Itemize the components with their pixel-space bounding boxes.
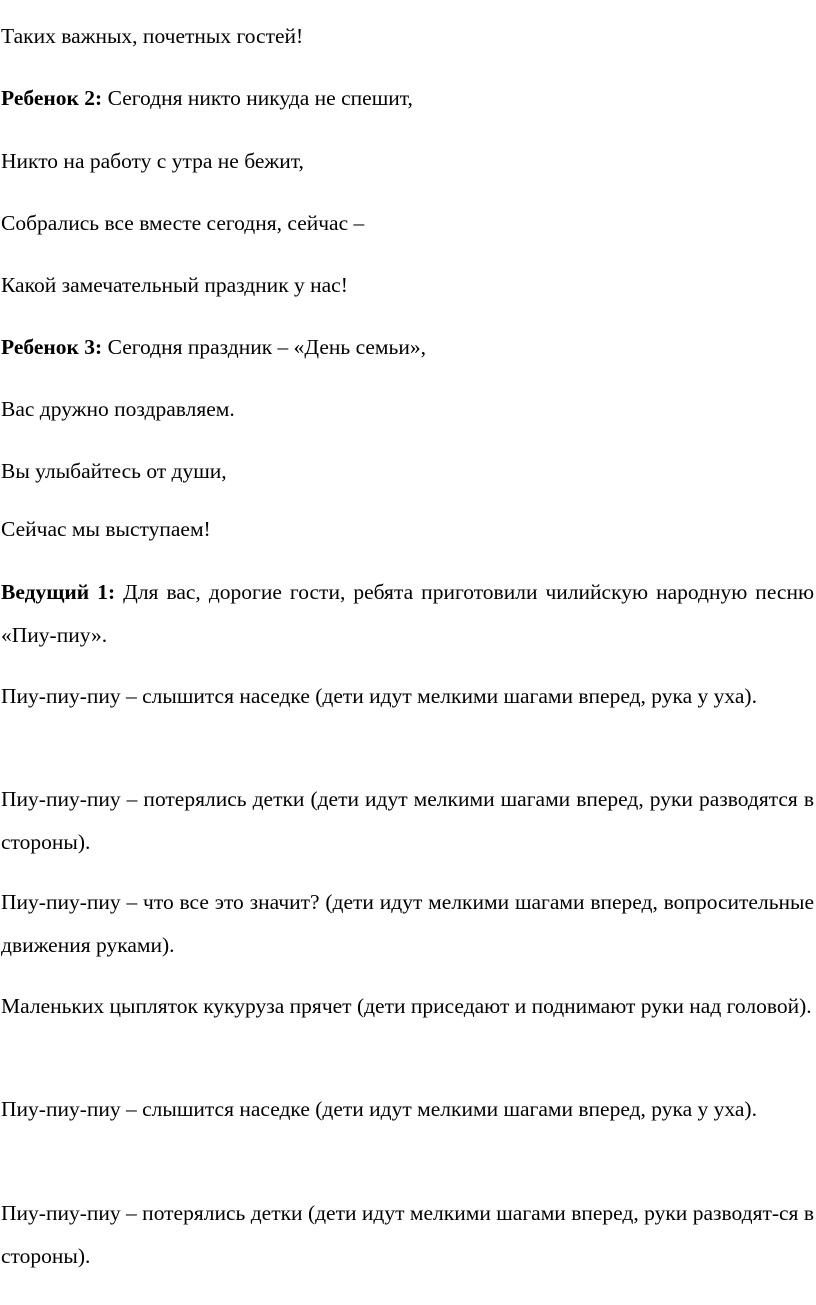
paragraph-text: Для вас, дорогие гости, ребята приготовили чилийскую народную песню «Пиу-пиу». xyxy=(1,580,815,647)
line-text: Сегодня праздник – «День семьи», xyxy=(102,335,426,359)
song-paragraph xyxy=(1,675,814,718)
speaker-label: Ребенок 2: xyxy=(1,86,103,110)
verse-line xyxy=(1,148,304,174)
verse-line xyxy=(1,516,211,542)
song-paragraph xyxy=(1,1088,814,1131)
paragraph-text: Пиу-пиу-пиу – потерялись детки (дети идут мелкими шагами вперед, руки разводят-ся в стороны). xyxy=(1,1201,814,1268)
verse-line xyxy=(1,396,235,422)
paragraph-text: Пиу-пиу-пиу – слышится наседке (дети идут мелкими шагами вперед, рука у уха). xyxy=(1,684,757,708)
verse-line xyxy=(1,210,364,236)
verse-line xyxy=(1,23,303,49)
line-text: Сейчас мы выступаем! xyxy=(1,517,211,541)
host-paragraph xyxy=(1,571,814,657)
line-text: Вас дружно поздравляем. xyxy=(1,397,235,421)
line-text: Собрались все вместе сегодня, сейчас – xyxy=(1,211,365,235)
verse-line xyxy=(1,85,413,111)
line-text: Вы улыбайтесь от души, xyxy=(1,459,227,483)
verse-line xyxy=(1,334,426,360)
line-text: Никто на работу с утра не бежит, xyxy=(1,149,304,173)
song-paragraph xyxy=(1,881,814,967)
line-text: Таких важных, почетных гостей! xyxy=(1,24,304,48)
speaker-label: Ребенок 3: xyxy=(1,335,103,359)
paragraph-text: Пиу-пиу-пиу – что все это значит? (дети идут мелкими шагами вперед, вопросительные движения руками). xyxy=(1,890,814,957)
paragraph-text: Маленьких цыпляток кукуруза прячет (дети приседают и поднимают руки над головой). xyxy=(1,994,812,1018)
speaker-label: Ведущий 1: xyxy=(1,580,116,604)
line-text: Какой замечательный праздник у нас! xyxy=(1,273,348,297)
song-paragraph xyxy=(1,985,814,1028)
paragraph-text: Пиу-пиу-пиу – слышится наседке (дети идут мелкими шагами вперед, рука у уха). xyxy=(1,1097,757,1121)
song-paragraph xyxy=(1,1192,814,1278)
song-paragraph xyxy=(1,778,814,864)
verse-line xyxy=(1,272,348,298)
paragraph-text: Пиу-пиу-пиу – потерялись детки (дети идут мелкими шагами вперед, руки разводятся в стороны). xyxy=(1,787,814,854)
verse-line xyxy=(1,458,227,484)
line-text: Сегодня никто никуда не спешит, xyxy=(102,86,413,110)
